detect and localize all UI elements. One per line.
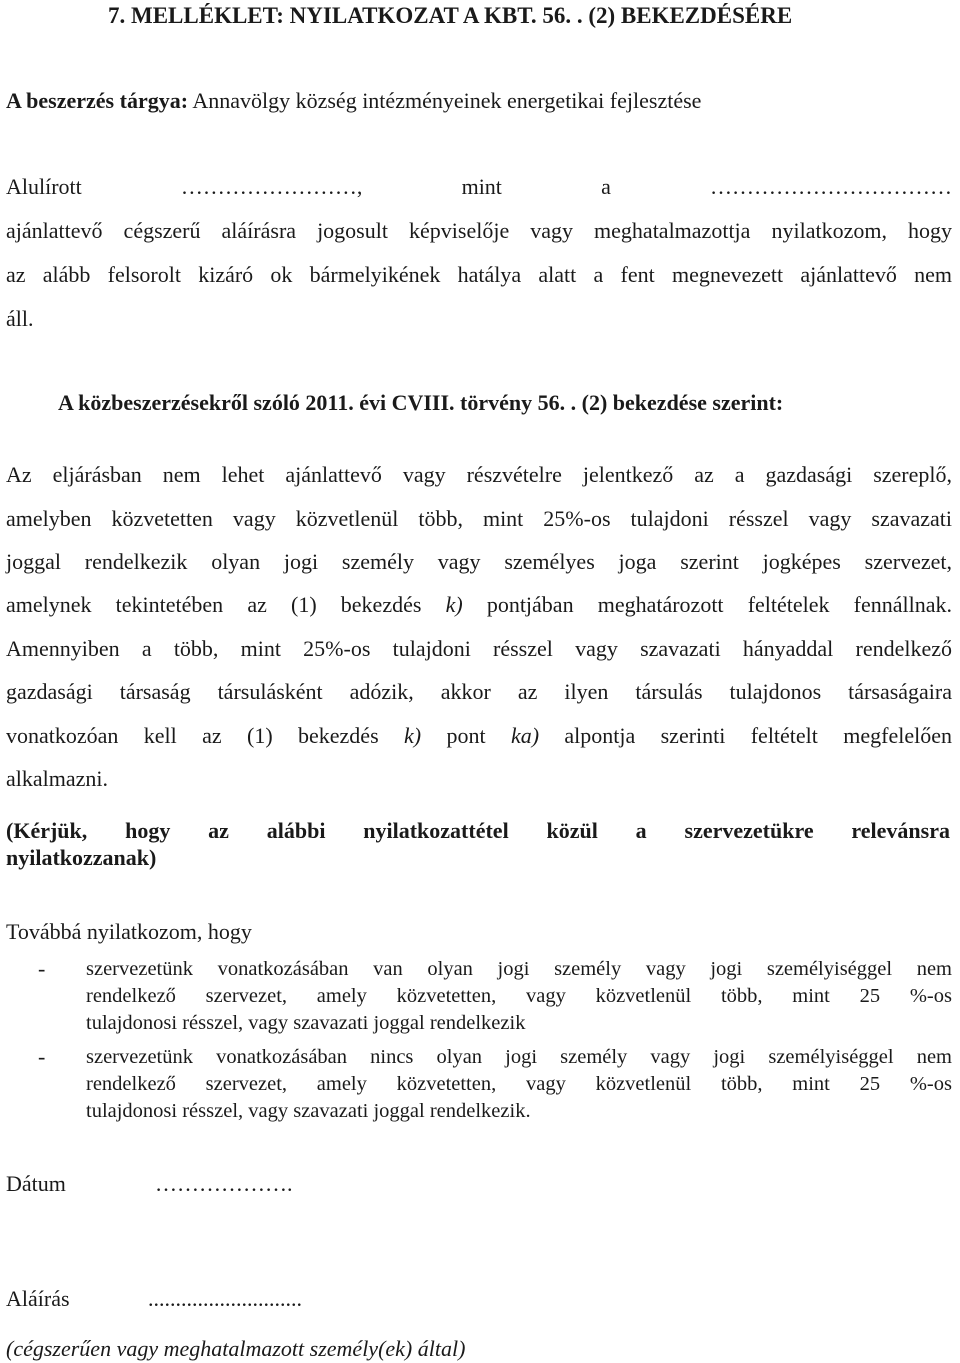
law-text-line-8: alkalmazni.: [6, 766, 109, 791]
law-text-line-1: Az eljárásban nem lehet ajánlattevő vagy részvételre jelentkező az a gazdasági szereplő,: [6, 462, 952, 487]
law-text-line-7: [6, 723, 952, 749]
intro-line-1: Alulírott ……………………, mint a ……………………………: [6, 174, 952, 199]
option-text: [86, 956, 952, 1037]
intro-line-2: ajánlattevő cégszerű aláírásra jogosult képviselője vagy meghatalmazottja nyilatkozom, hogy: [6, 218, 952, 243]
date-field[interactable]: ……………….: [155, 1171, 293, 1196]
signature-field[interactable]: ............................: [148, 1286, 302, 1311]
signature-note: (cégszerűen vagy meghatalmazott személy(ek) által): [6, 1336, 466, 1361]
option-line-2: rendelkező szervezet, amely közvetetten, vagy közvetlenül több, mint 25 %-os: [86, 1073, 952, 1095]
subject-colon: :: [180, 88, 189, 113]
law-text-7ka: ka): [510, 723, 540, 748]
law-heading: A közbeszerzésekről szóló 2011. évi CVIII. törvény 56. . (2) bekezdése szerint:: [58, 390, 784, 415]
law-text-7c: alpontja szerinti feltételt megfelelően: [564, 723, 952, 748]
option-dash: -: [38, 956, 46, 981]
law-text-7b: pont: [446, 723, 486, 748]
option-line-1: szervezetünk vonatkozásában van olyan jogi személy vagy jogi személyiséggel nem: [86, 958, 952, 980]
request-note-line-2: nyilatkozzanak): [6, 845, 157, 870]
subject-label: A beszerzés tárgya: [6, 88, 181, 113]
law-text-line-4: [6, 592, 952, 618]
law-text-line-5: Amennyiben a több, mint 25%-os tulajdoni résszel vagy szavazati hányaddal rendelkező: [6, 636, 952, 661]
law-text-4a: amelynek tekintetében az (1) bekezdés: [6, 592, 422, 617]
law-text-4k: k): [445, 592, 463, 617]
option-dash: -: [38, 1044, 46, 1069]
signature-label: Aláírás: [6, 1286, 70, 1311]
option-line-2: rendelkező szervezet, amely közvetetten, vagy közvetlenül több, mint 25 %-os: [86, 985, 952, 1007]
declaration-option-1: [6, 956, 952, 1041]
request-note-line-1: (Kérjük, hogy az alábbi nyilatkozattétel közül a szervezetükre relevánsra: [6, 818, 950, 843]
option-line-3: tulajdonosi résszel, vagy szavazati joggal rendelkezik: [86, 1012, 526, 1034]
option-line-3: tulajdonosi résszel, vagy szavazati joggal rendelkezik.: [86, 1100, 531, 1122]
option-text: [86, 1044, 952, 1125]
option-line-1: szervezetünk vonatkozásában nincs olyan jogi személy vagy jogi személyiséggel nem: [86, 1046, 952, 1068]
intro-line-4: áll.: [6, 306, 34, 331]
law-text-line-6: gazdasági társaság társulásként adózik, akkor az ilyen társulás tulajdonos társaságaira: [6, 679, 952, 704]
law-text-7k: k): [404, 723, 422, 748]
page-title: 7. MELLÉKLET: NYILATKOZAT A KBT. 56. . (2) BEKEZDÉSÉRE: [108, 3, 793, 28]
law-text-line-3: joggal rendelkezik olyan jogi személy vagy személyes joga szerint jogképes szervezet,: [6, 549, 952, 574]
date-label: Dátum: [6, 1171, 66, 1196]
procurement-subject: [6, 88, 952, 114]
intro-line-3: az alább felsorolt kizáró ok bármelyikének hatálya alatt a fent megnevezett ajánlattevő nem: [6, 262, 952, 287]
law-text-7a: vonatkozóan kell az (1) bekezdés: [6, 723, 379, 748]
declaration-option-2: [6, 1044, 952, 1129]
declaration-intro: Továbbá nyilatkozom, hogy: [6, 919, 252, 944]
law-text-line-2: amelyben közvetetten vagy közvetlenül több, mint 25%-os tulajdoni résszel vagy szavazati: [6, 506, 952, 531]
subject-value: Annavölgy község intézményeinek energetikai fejlesztése: [192, 88, 702, 113]
law-text-4b: pontjában meghatározott feltételek fennállnak.: [486, 592, 953, 617]
